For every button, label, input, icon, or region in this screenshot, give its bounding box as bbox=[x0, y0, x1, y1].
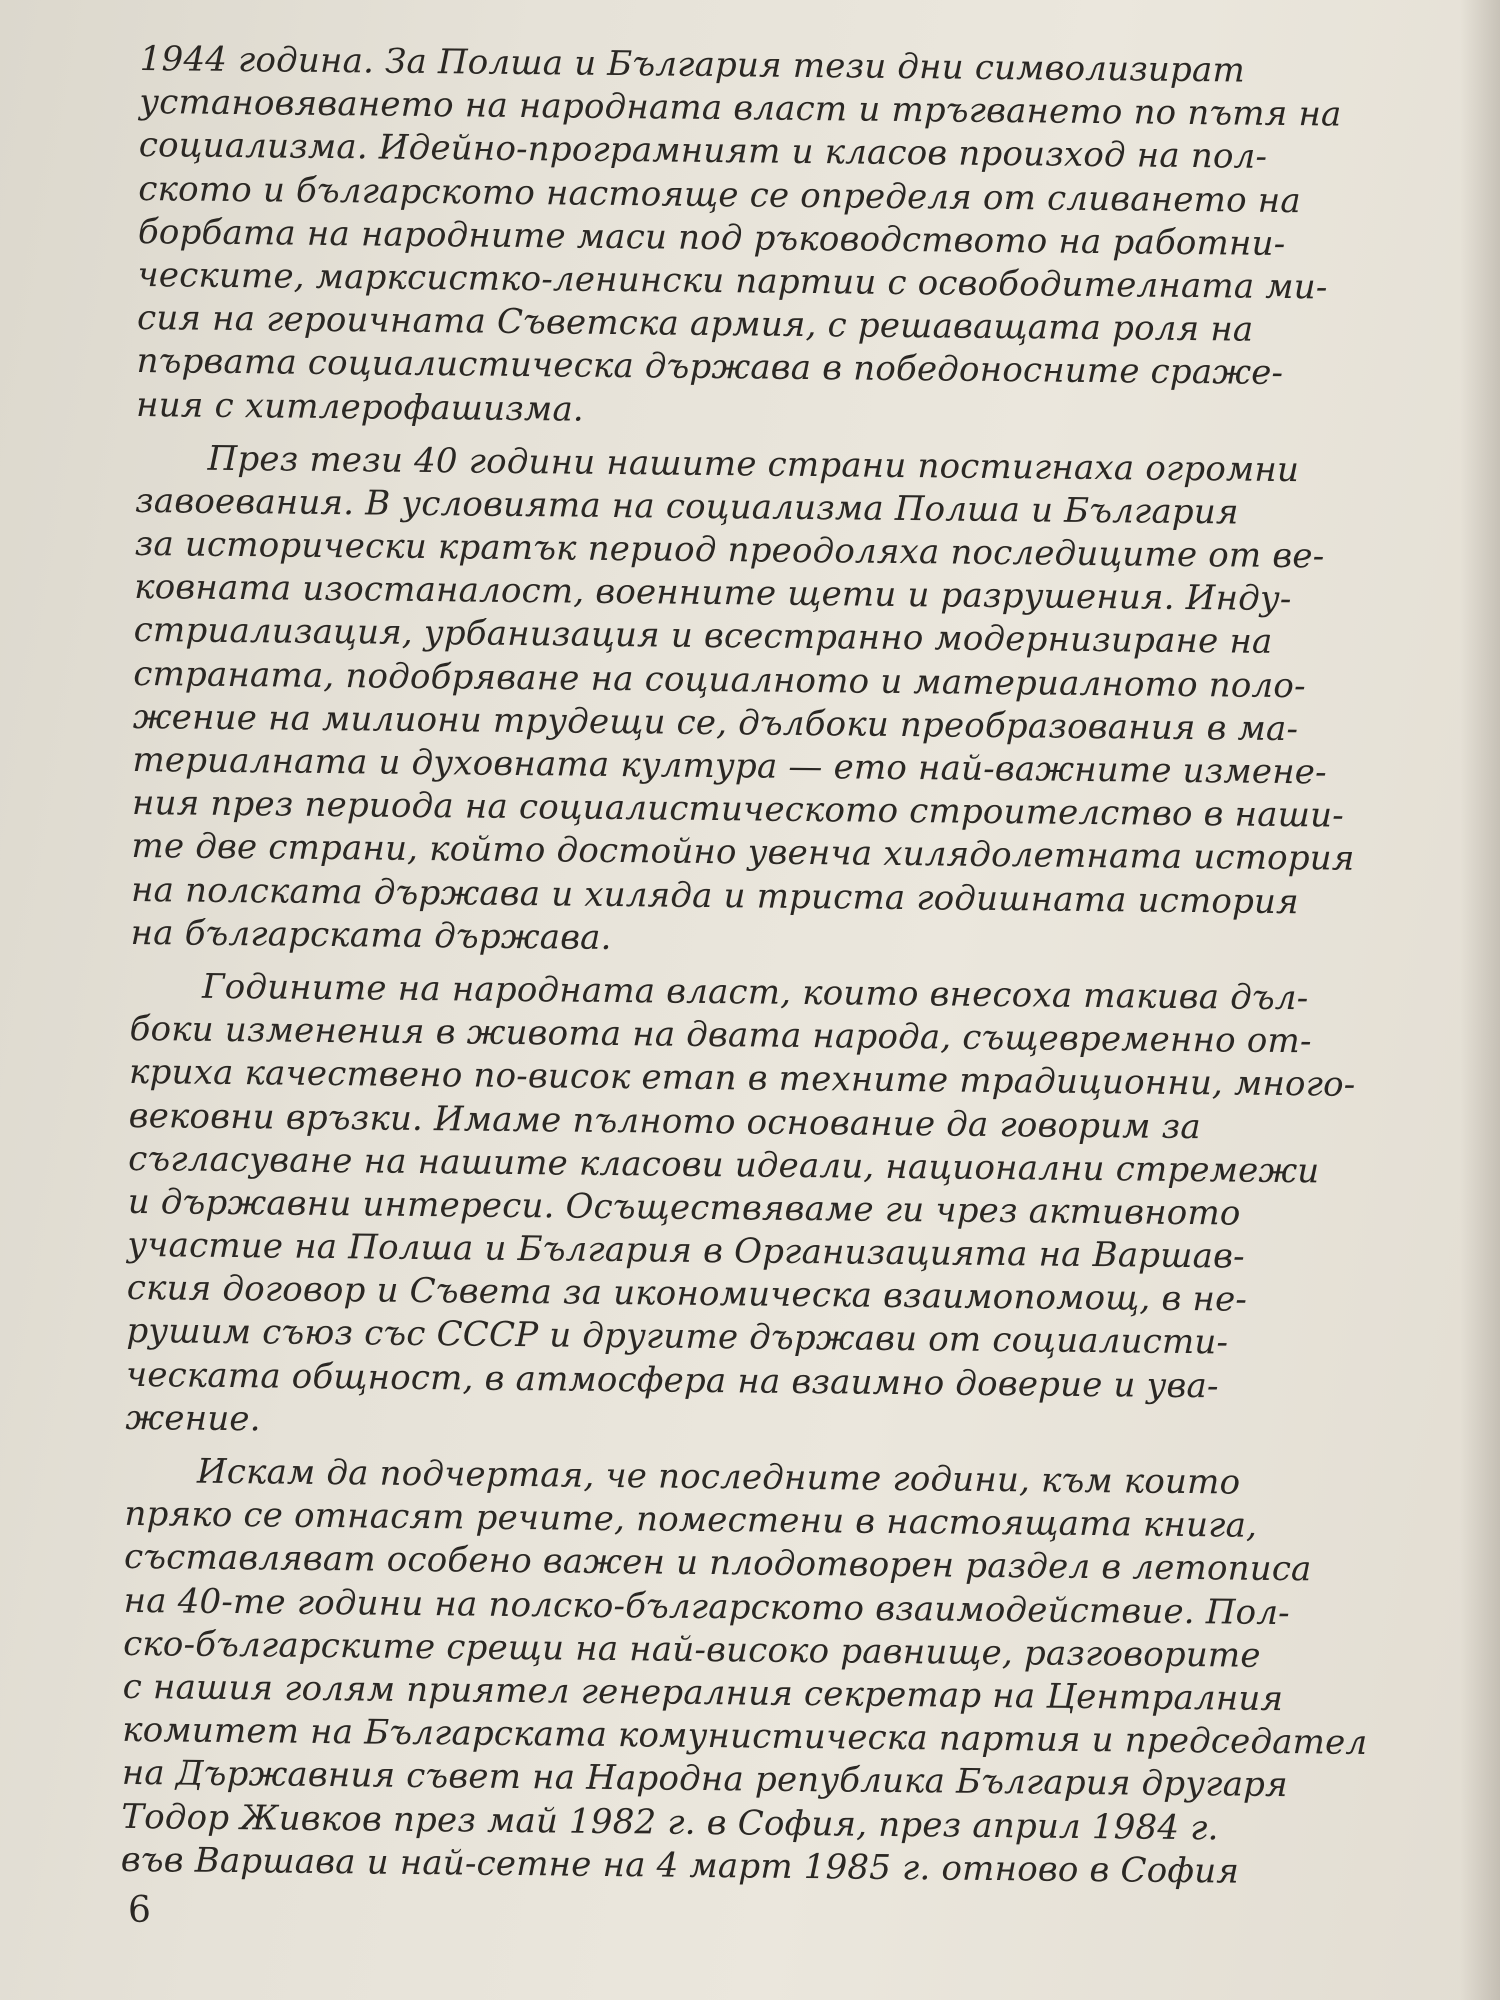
text-line: страната, подобряване на социалното и материалното поло- bbox=[133, 653, 1306, 706]
paragraph-2 bbox=[130, 437, 1375, 968]
text-line: криха качествено по-висок етап в техните традиционни, много- bbox=[128, 1052, 1356, 1106]
text-line: на 40-те години на полско-българското взаимодействие. Пол- bbox=[123, 1580, 1291, 1633]
text-line: Тодор Живков през май 1982 г. в София, през април 1984 г. bbox=[121, 1796, 1219, 1848]
page-edge-shadow bbox=[1460, 0, 1500, 2000]
text-line: ския договор и Съвета за икономическа взаимопомощ, в не- bbox=[126, 1268, 1248, 1320]
text-line: ния с хитлерофашизма. bbox=[135, 384, 585, 430]
text-line: боки изменения в живота на двата народа, същевременно от- bbox=[129, 1009, 1312, 1062]
text-line: те две страни, който достойно увенча хилядолетната история bbox=[131, 826, 1355, 880]
text-line: и държавни интереси. Осъществяваме ги чрез активното bbox=[127, 1181, 1241, 1234]
paragraph-3 bbox=[125, 965, 1370, 1453]
page-number: 6 bbox=[128, 1890, 151, 1931]
paragraph-1 bbox=[136, 38, 1380, 440]
text-line: установяването на народната власт и тръгването по пътя на bbox=[139, 82, 1342, 135]
text-line: съгласуване на нашите класови идеали, национални стремежи bbox=[128, 1138, 1320, 1192]
text-line: във Варшава и най-сетне на 4 март 1985 г. отново в София bbox=[120, 1839, 1240, 1892]
text-line: жение. bbox=[125, 1397, 261, 1440]
text-line: Искам да подчертая, че последните години, към които bbox=[196, 1451, 1241, 1503]
text-line: на полската държава и хиляда и триста годишната история bbox=[130, 869, 1300, 922]
text-line: ческите, марксистко-ленински партии с освободителната ми- bbox=[137, 254, 1328, 308]
text-line: вековни връзки. Имаме пълното основание да говорим за bbox=[128, 1095, 1202, 1147]
text-line: първата социалистическа държава в победоносните сраже- bbox=[136, 341, 1284, 394]
text-line: стриализация, урбанизация и всестранно модернизиране на bbox=[133, 610, 1273, 663]
text-line: рушим съюз със СССР и другите държави от социалисти- bbox=[126, 1311, 1229, 1363]
text-line: сия на героичната Съветска армия, с решаващата роля на bbox=[136, 298, 1254, 350]
text-line: ческата общност, в атмосфера на взаимно доверие и ува- bbox=[125, 1354, 1219, 1406]
text-line: ния през периода на социалистическото строителство в наши- bbox=[131, 783, 1345, 836]
text-line: ското и българското настояще се определя от сливането на bbox=[138, 168, 1302, 221]
text-line: съставляват особено важен и плодотворен раздел в летописа bbox=[123, 1537, 1312, 1590]
text-line: комитет на Българската комунистическа партия и председател bbox=[122, 1710, 1368, 1764]
text-line: ковната изостаналост, военните щети и разрушения. Инду- bbox=[134, 567, 1292, 620]
text-line: териалната и духовната култура — ето най-важните измене- bbox=[132, 739, 1328, 793]
text-line: социализма. Идейно-програмният и класов произход на пол- bbox=[138, 125, 1268, 178]
text-line: с нашия голям приятел генералния секретар на Централния bbox=[122, 1666, 1284, 1719]
body-text bbox=[121, 38, 1380, 1895]
text-line: пряко се отнасят речите, поместени в настоящата книга, bbox=[124, 1494, 1258, 1546]
text-line: Годините на народната власт, които внесоха такива дъл- bbox=[201, 966, 1309, 1019]
paragraph-4 bbox=[120, 1450, 1368, 1895]
text-line: завоевания. В условията на социализма Полша и България bbox=[134, 480, 1239, 533]
text-line: на българската държава. bbox=[130, 912, 612, 958]
text-line: участие на Полша и България в Организацията на Варшав- bbox=[127, 1224, 1246, 1277]
text-line: жение на милиони трудещи се, дълбоки преобразования в ма- bbox=[132, 696, 1299, 749]
text-line: борбата на народните маси под ръководството на работни- bbox=[137, 211, 1286, 264]
text-line: През тези 40 години нашите страни постигнаха огромни bbox=[207, 438, 1300, 490]
text-line: на Държавния съвет на Народна република България другаря bbox=[121, 1753, 1289, 1806]
text-line: за исторически кратък период преодоляха последиците от ве- bbox=[134, 524, 1325, 577]
text-line: 1944 година. За Полша и България тези дни символизират bbox=[139, 38, 1246, 91]
text-line: ско-българските срещи на най-високо равнище, разговорите bbox=[122, 1623, 1261, 1676]
